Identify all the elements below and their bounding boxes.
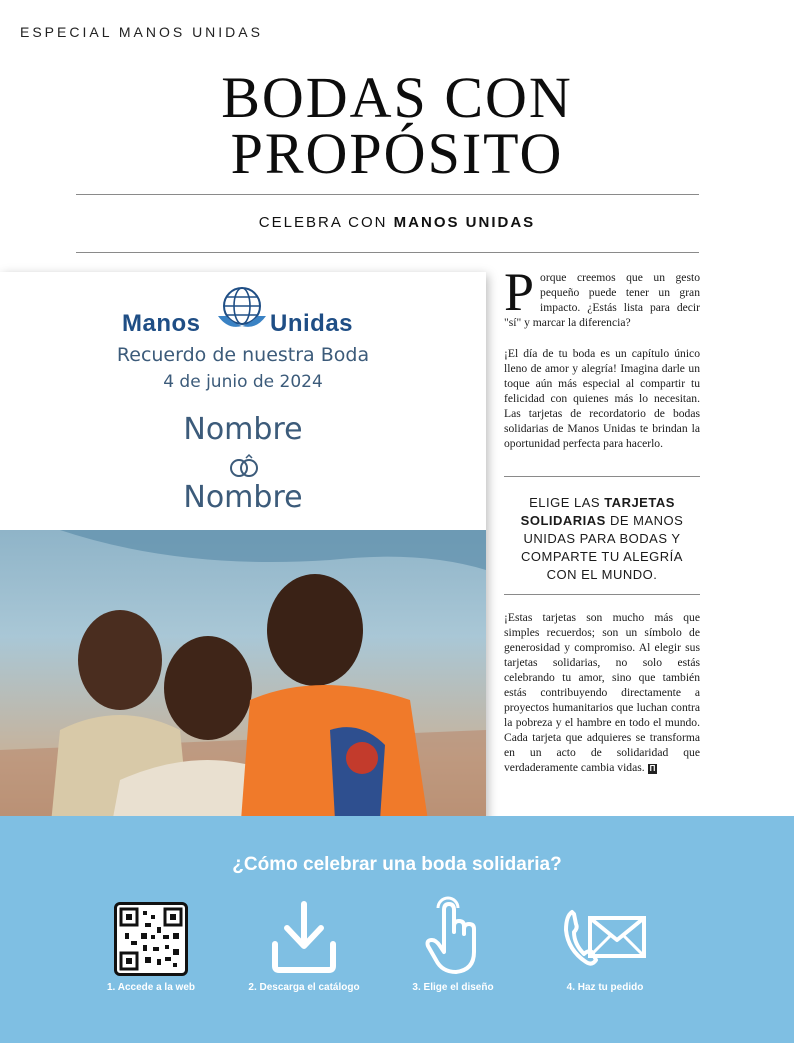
- subtitle-bold: MANOS UNIDAS: [393, 214, 536, 231]
- top-divider: [76, 194, 699, 195]
- children-photo: [0, 530, 486, 834]
- subtitle: [0, 214, 794, 231]
- title-line-2: PROPÓSITO: [230, 121, 564, 186]
- card-header: [0, 272, 486, 530]
- steps-title: ¿Cómo celebrar una boda solidaria?: [232, 854, 562, 875]
- step-4-label: 4. Haz tu pedido: [566, 982, 644, 993]
- phone-mail-icon[interactable]: [562, 906, 648, 968]
- qr-code-icon[interactable]: [114, 902, 188, 976]
- callout-post: DE MANOS UNIDAS PARA BODAS Y COMPARTE TU ALEGRÍA CON EL MUNDO.: [521, 513, 684, 582]
- callout-box: [506, 494, 698, 584]
- callout-bottom-rule: [504, 594, 700, 595]
- download-icon[interactable]: [269, 900, 339, 976]
- article-intro: [504, 262, 700, 330]
- children-illustration: [0, 530, 486, 834]
- card-subtitle: Recuerdo de nuestra Boda: [116, 344, 370, 366]
- title-line-1: BODAS CON: [221, 65, 573, 130]
- bottom-divider: [76, 252, 699, 253]
- card-name-2: Nombre: [183, 480, 303, 515]
- step-3-label: 3. Elige el diseño: [412, 982, 494, 993]
- step-2-label: 2. Descarga el catálogo: [248, 982, 360, 993]
- article-paragraph-1: ¡El día de tu boda es un capítulo único lleno de amor y alegría! Imagina darle un toque aún más especial al compartir tu felicidad con quienes más lo necesitan. Las tarjetas de recordatorio de bodas solidarias de Manos Unidas te brindan la oportunidad perfecta para hacerlo.: [504, 347, 700, 450]
- step-1-label: 1. Accede a la web: [106, 982, 195, 993]
- card-name-1: Nombre: [183, 412, 303, 447]
- end-mark-icon: П: [649, 764, 656, 773]
- manos-unidas-logo: [122, 286, 368, 338]
- callout-top-rule: [504, 476, 700, 477]
- article-paragraph-2: [504, 610, 700, 775]
- logo-word-left: Manos: [122, 310, 201, 337]
- paragraph-2-text: ¡Estas tarjetas son mucho más que simples recuerdos; son un símbolo de generosidad y compromiso. Al elegir sus tarjetas solidarias, no solo estás celebrando tu amor, sino que también estás contribuyendo directamente a proyectos humanitarios que luchan contra la pobreza y el hambre en todo el mundo. Cada tarjeta que adquieres se transforma en un acto de solidaridad que verdaderamente cambia vidas.: [504, 611, 700, 774]
- callout-bold: TARJETAS SOLIDARIAS: [520, 495, 675, 528]
- drop-cap: P: [504, 262, 535, 322]
- wedding-card: [0, 272, 486, 834]
- intro-text: orque creemos que un gesto pequeño puede tener un gran impacto. ¿Estás lista para decir "sí" y marcar la diferencia?: [504, 271, 700, 329]
- pointer-hand-icon[interactable]: [424, 896, 482, 976]
- subtitle-prefix: CELEBRA CON: [258, 214, 388, 231]
- steps-band: [0, 816, 794, 1043]
- logo-word-right: Unidas: [270, 310, 354, 337]
- page-title: [0, 65, 794, 186]
- globe-hands-icon: [214, 286, 270, 336]
- card-date: 4 de junio de 2024: [163, 372, 323, 392]
- callout-pre: ELIGE LAS: [529, 495, 601, 510]
- section-kicker: ESPECIAL MANOS UNIDAS: [20, 24, 263, 40]
- wedding-rings-icon: [228, 453, 260, 479]
